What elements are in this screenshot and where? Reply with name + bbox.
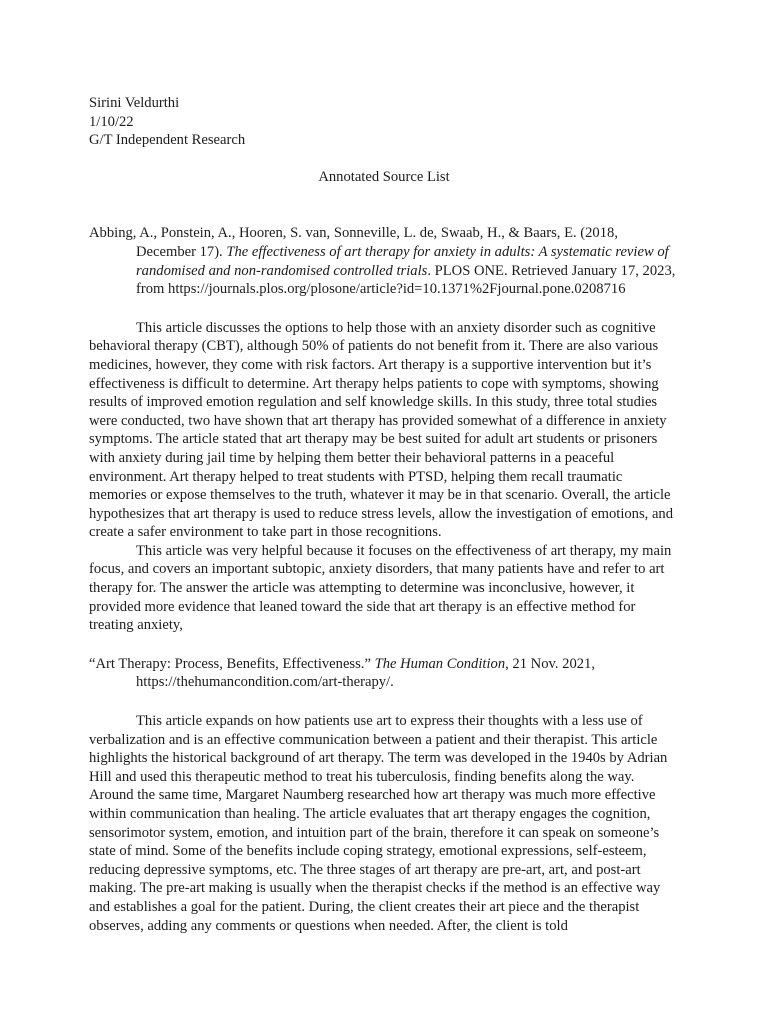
- annotation-summary-paragraph: This article expands on how patients use art to express their thoughts with a less use of verbalization and is an effective communication between a patient and their therapist. This article highlights the historical background of art therapy. The term was developed in the 1940s by Adrian Hill and used this therapeutic method to treat his tuberculosis, finding benefits along the way. Around the same time, Margaret Naumberg researched how art therapy was much more effective within communication than healing. The article evaluates that art therapy engages the cognition, sensorimotor system, emotion, and intuition part of the brain, therefore it can speak on someone’s state of mind. Some of the benefits include coping strategy, emotional expressions, self-esteem, reducing depressive symptoms, etc. The three stages of art therapy are pre-art, art, and post-art making. The pre-art making is usually when the therapist checks if the method is an effective way and establishes a goal for the patient. During, the client creates their art piece and the therapist observes, adding any comments or questions when needed. After, the client is told: [89, 713, 668, 934]
- annotation-abbing: [89, 319, 679, 635]
- document-page: [89, 94, 679, 935]
- course-name: G/T Independent Research: [89, 132, 246, 149]
- annotation-evaluation-paragraph: This article was very helpful because it focuses on the effectiveness of art therapy, my main focus, and covers an important subtopic, anxiety disorders, that many patients have and refer to art therapy for. The answer the article was attempting to determine was inconclusive, however, it provided more evidence that leaned toward the side that art therapy is an effective method for treating anxiety,: [89, 542, 672, 634]
- annotation-human-condition: [89, 712, 679, 935]
- annotation-summary-paragraph: This article discusses the options to help those with an anxiety disorder such as cognitive behavioral therapy (CBT), although 50% of patients do not benefit from it. There are also various medicines, however, they come with risk factors. Art therapy is a supportive intervention but it’s effectiveness is difficult to determine. Art therapy helps patients to cope with symptoms, showing results of improved emotion regulation and self knowledge skills. In this study, three total studies were conducted, two have shown that art therapy has provided somewhat of a difference in anxiety symptoms. The article stated that art therapy may be best suited for adult art students or prisoners with anxiety during jail time by helping them better their behavioral patterns in a peaceful environment. Art therapy helped to treat students with PTSD, helping them recall traumatic memories or expose themselves to the truth, whatever it may be in that scenario. Overall, the article hypothesizes that art therapy is used to reduce stress levels, allow the investigation of emotions, and create a safer environment to take part in those recognitions.: [89, 319, 674, 541]
- citation-article-title: The effectiveness of art therapy for anxiety in adults: A systematic review of randomised and non-randomised controlled trials: [136, 243, 669, 279]
- citation-article-name: “Art Therapy: Process, Benefits, Effectiveness.”: [89, 655, 375, 672]
- page-title: Annotated Source List: [318, 168, 450, 185]
- citation-human-condition: [89, 655, 679, 692]
- document-date: 1/10/22: [89, 113, 134, 130]
- citation-source: , 21 Nov. 2021, https://thehumancondition.com/art-therapy/.: [136, 655, 595, 691]
- author-name: Sirini Veldurthi: [89, 95, 180, 111]
- citation-publication-title: The Human Condition: [374, 655, 506, 672]
- citation-authors: Abbing, A., Ponstein, A., Hooren, S. van, Sonneville, L. de, Swaab, H., & Baars, E. (2018, December 17).: [89, 225, 618, 260]
- citation-abbing: [89, 224, 679, 298]
- citation-source: . PLOS ONE. Retrieved January 17, 2023, from https://journals.plos.org/plosone/article?id=10.1371%2Fjournal.pone.0208716: [136, 262, 676, 298]
